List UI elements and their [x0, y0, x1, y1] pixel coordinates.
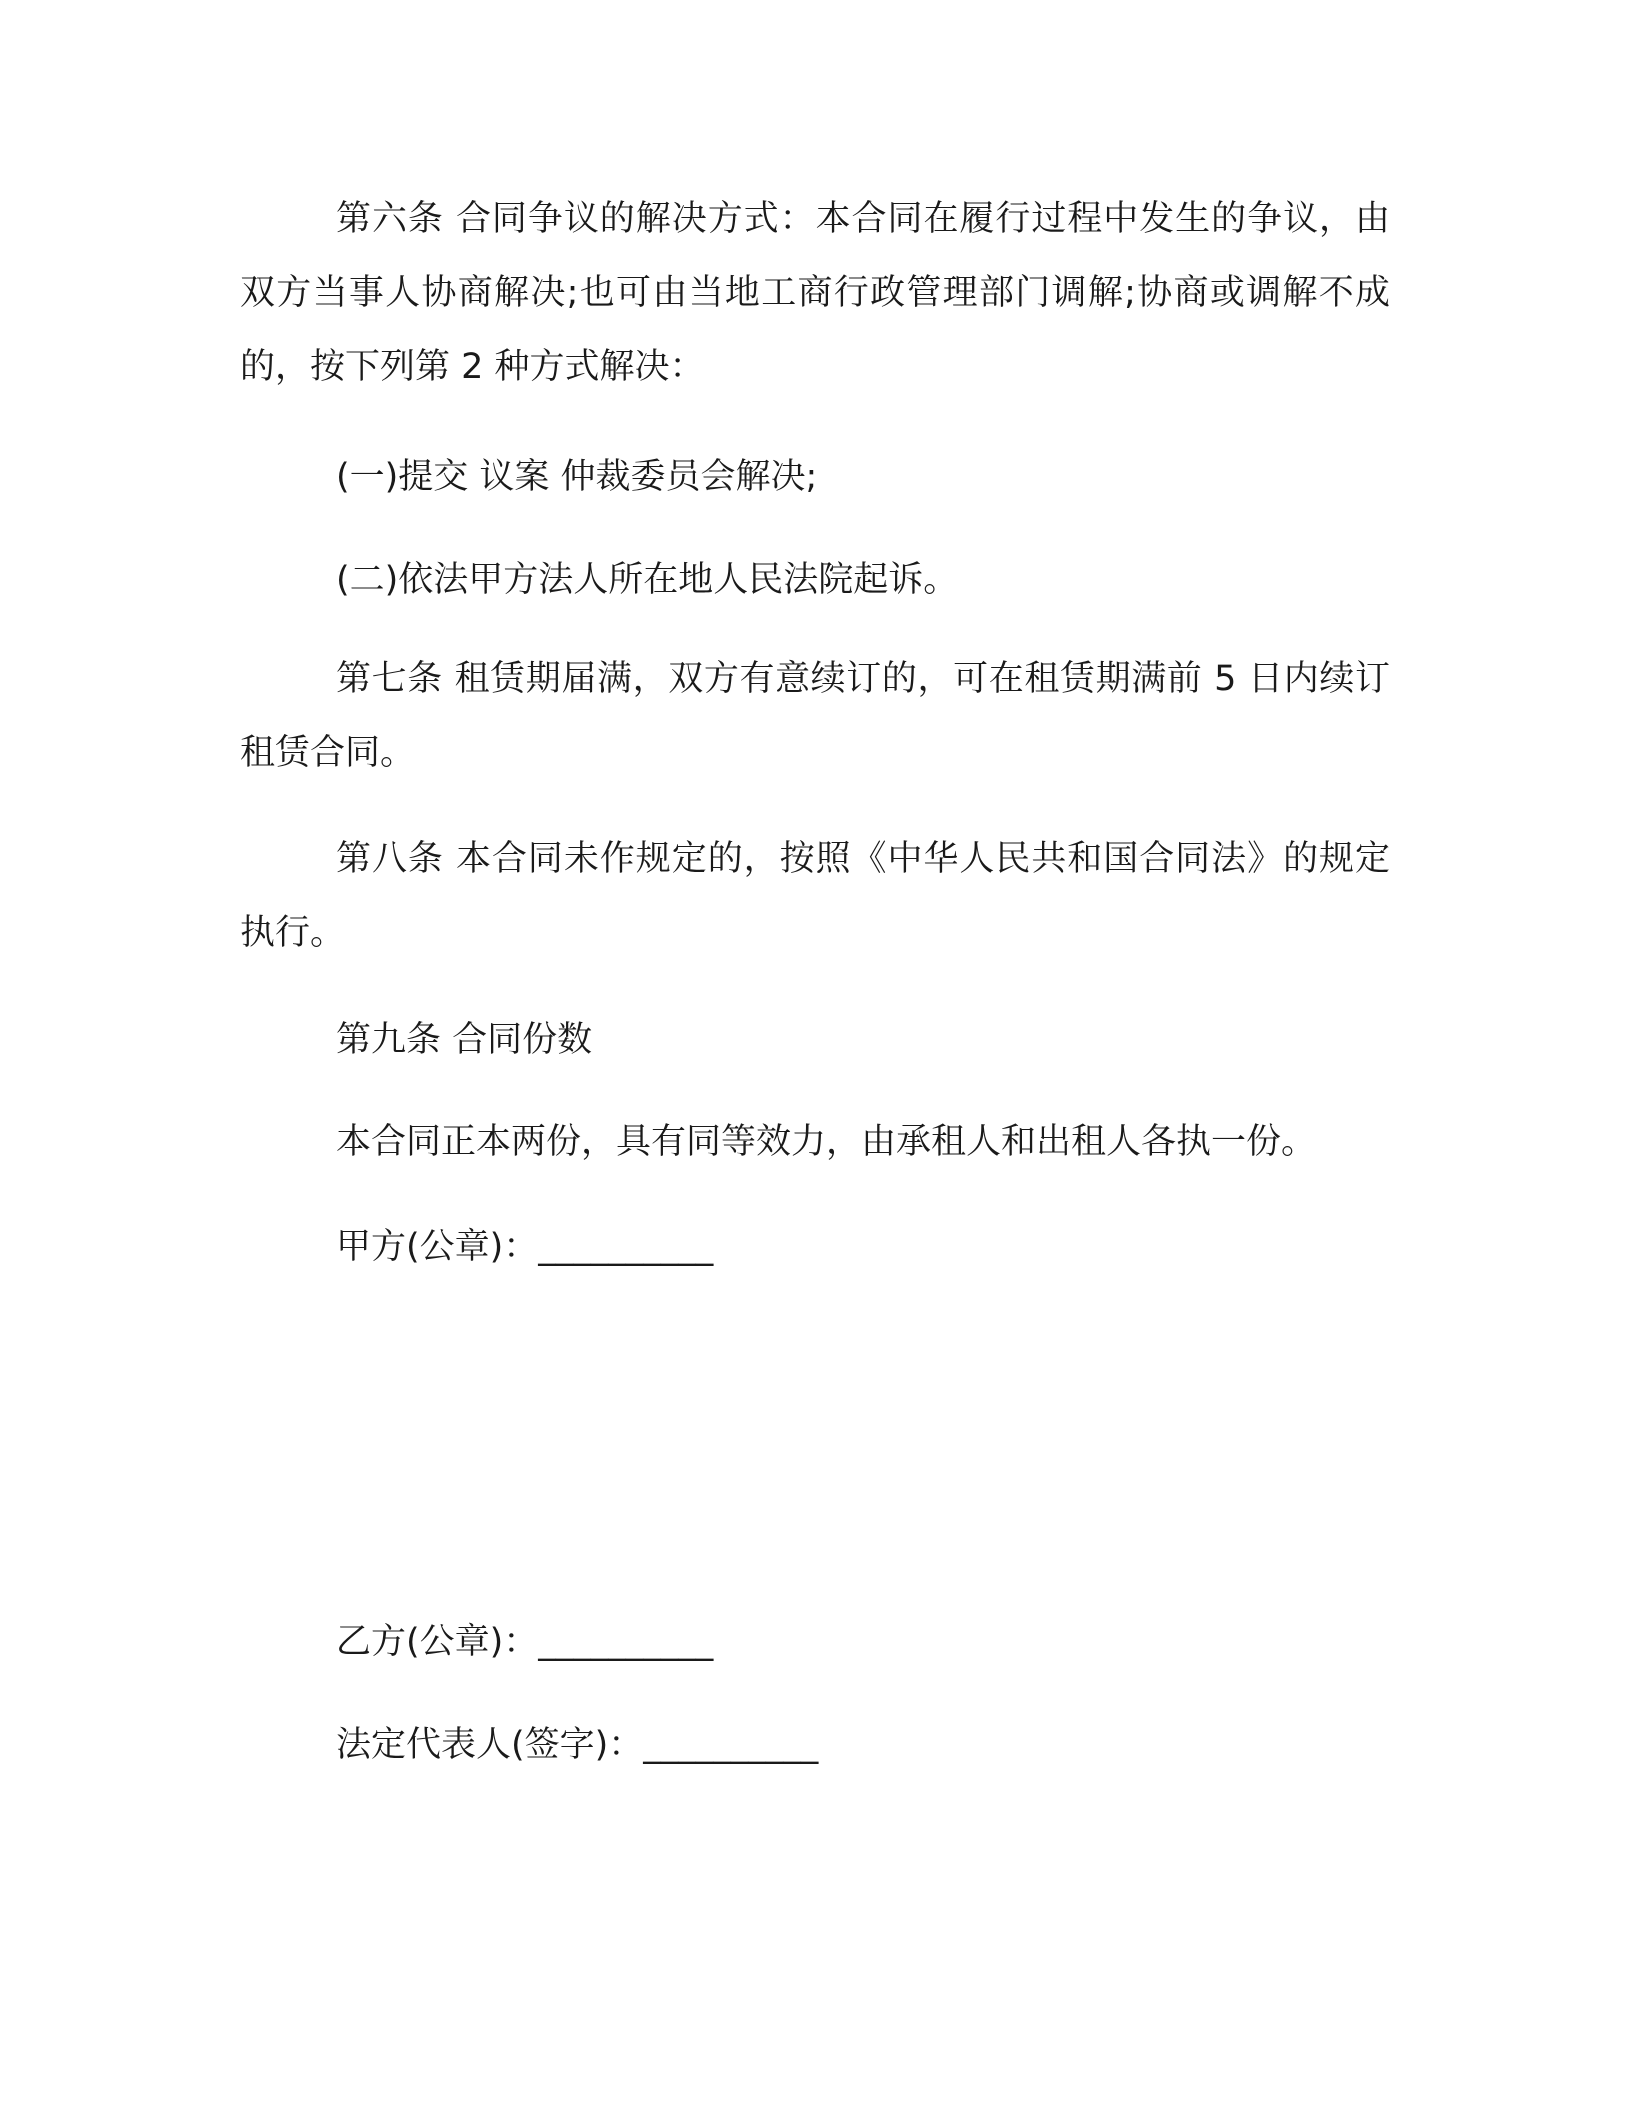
article-9-title: 第九条 合同份数 [336, 1020, 593, 1060]
legal-representative-signature-line: 法定代表人(签字)：__________ [336, 1725, 819, 1765]
article-6-paragraph: 第六条 合同争议的解决方式：本合同在履行过程中发生的争议，由双方当事人协商解决;也可由当地工商行政管理部门调解;协商或调解不成的，按下列第 2 种方式解决： [240, 199, 1390, 387]
party-a-seal-line: 甲方(公章)：__________ [336, 1227, 714, 1267]
dispute-option-1: (一)提交 议案 仲裁委员会解决; [336, 457, 818, 497]
article-7-paragraph: 第七条 租赁期届满，双方有意续订的，可在租赁期满前 5 日内续订租赁合同。 [240, 659, 1390, 773]
article-8-paragraph: 第八条 本合同未作规定的，按照《中华人民共和国合同法》的规定执行。 [240, 839, 1390, 953]
party-b-seal-line: 乙方(公章)：__________ [336, 1622, 714, 1662]
article-9-text: 本合同正本两份，具有同等效力，由承租人和出租人各执一份。 [336, 1122, 1317, 1162]
dispute-option-2: (二)依法甲方法人所在地人民法院起诉。 [336, 560, 959, 600]
